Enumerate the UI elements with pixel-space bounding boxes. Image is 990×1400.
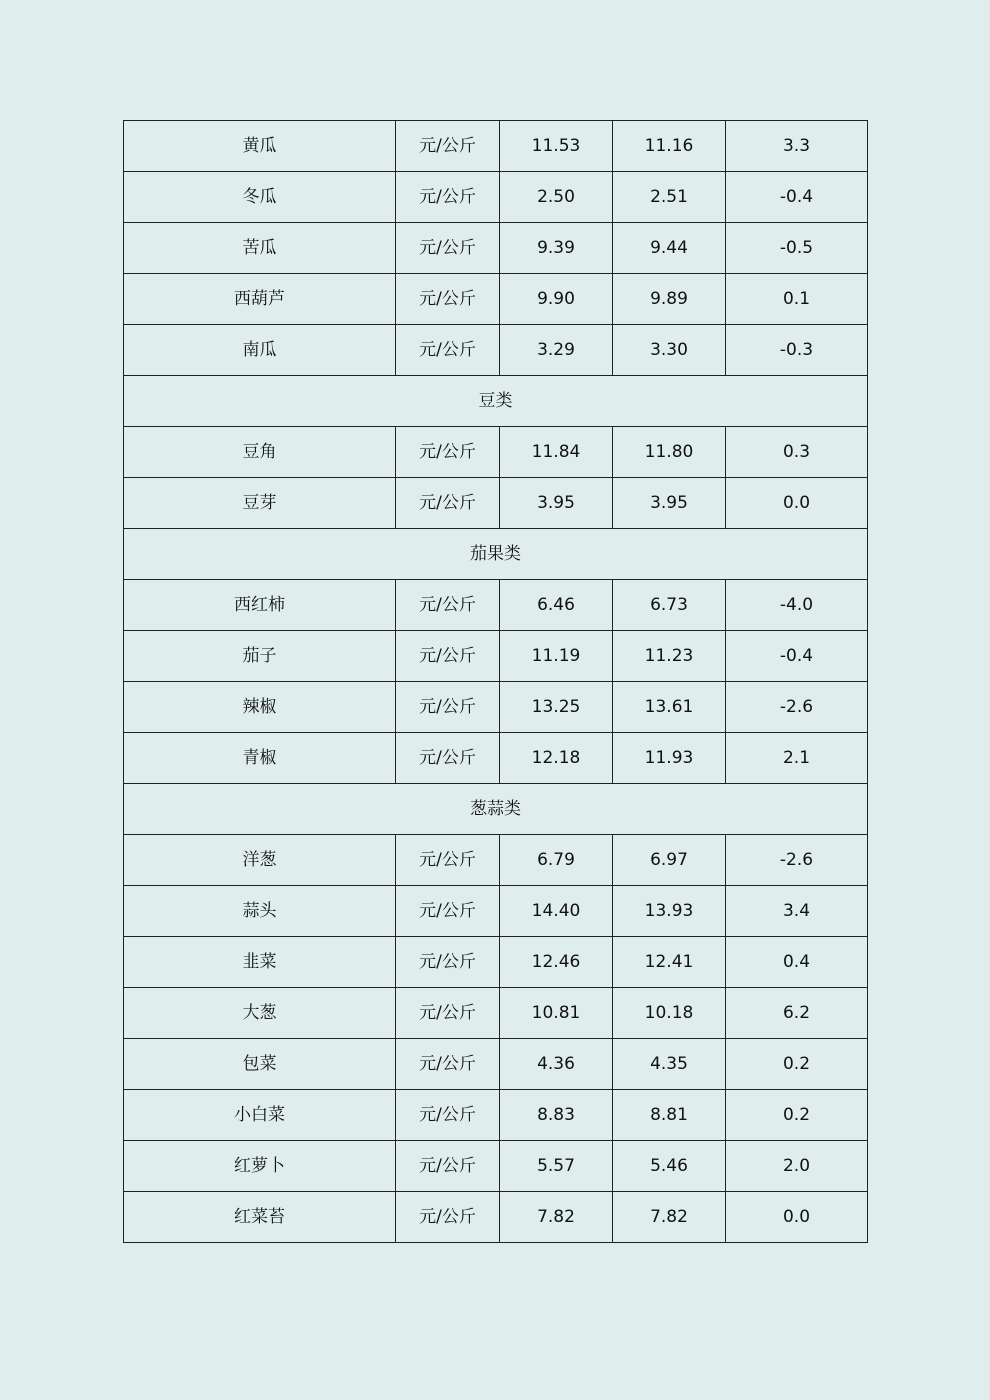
unit-cell: 元/公斤 xyxy=(396,1192,500,1243)
category-row xyxy=(124,784,868,835)
unit-cell: 元/公斤 xyxy=(396,478,500,529)
table-row xyxy=(124,580,868,631)
item-name-cell: 蒜头 xyxy=(124,886,396,937)
previous-price-cell: 11.93 xyxy=(613,733,726,784)
item-name-cell: 南瓜 xyxy=(124,325,396,376)
unit-cell: 元/公斤 xyxy=(396,121,500,172)
previous-price-cell: 9.89 xyxy=(613,274,726,325)
previous-price-cell: 3.95 xyxy=(613,478,726,529)
unit-cell: 元/公斤 xyxy=(396,427,500,478)
change-percent-cell: -0.4 xyxy=(726,172,868,223)
current-price-cell: 11.53 xyxy=(500,121,613,172)
table-row xyxy=(124,1090,868,1141)
table-row xyxy=(124,682,868,733)
current-price-cell: 3.95 xyxy=(500,478,613,529)
previous-price-cell: 2.51 xyxy=(613,172,726,223)
item-name-cell: 红菜苔 xyxy=(124,1192,396,1243)
previous-price-cell: 5.46 xyxy=(613,1141,726,1192)
current-price-cell: 6.79 xyxy=(500,835,613,886)
current-price-cell: 13.25 xyxy=(500,682,613,733)
current-price-cell: 9.39 xyxy=(500,223,613,274)
table-row xyxy=(124,1192,868,1243)
unit-cell: 元/公斤 xyxy=(396,580,500,631)
change-percent-cell: 0.2 xyxy=(726,1090,868,1141)
item-name-cell: 冬瓜 xyxy=(124,172,396,223)
change-percent-cell: 2.1 xyxy=(726,733,868,784)
previous-price-cell: 11.80 xyxy=(613,427,726,478)
change-percent-cell: 0.3 xyxy=(726,427,868,478)
change-percent-cell: -0.5 xyxy=(726,223,868,274)
change-percent-cell: -4.0 xyxy=(726,580,868,631)
table-row xyxy=(124,733,868,784)
item-name-cell: 茄子 xyxy=(124,631,396,682)
previous-price-cell: 12.41 xyxy=(613,937,726,988)
change-percent-cell: 0.2 xyxy=(726,1039,868,1090)
item-name-cell: 豆角 xyxy=(124,427,396,478)
table-row xyxy=(124,478,868,529)
previous-price-cell: 6.97 xyxy=(613,835,726,886)
previous-price-cell: 13.61 xyxy=(613,682,726,733)
current-price-cell: 5.57 xyxy=(500,1141,613,1192)
table-row xyxy=(124,172,868,223)
current-price-cell: 3.29 xyxy=(500,325,613,376)
change-percent-cell: -2.6 xyxy=(726,682,868,733)
unit-cell: 元/公斤 xyxy=(396,682,500,733)
change-percent-cell: 3.4 xyxy=(726,886,868,937)
table-row xyxy=(124,121,868,172)
unit-cell: 元/公斤 xyxy=(396,835,500,886)
previous-price-cell: 10.18 xyxy=(613,988,726,1039)
previous-price-cell: 7.82 xyxy=(613,1192,726,1243)
item-name-cell: 辣椒 xyxy=(124,682,396,733)
previous-price-cell: 11.23 xyxy=(613,631,726,682)
previous-price-cell: 9.44 xyxy=(613,223,726,274)
change-percent-cell: 3.3 xyxy=(726,121,868,172)
table-body xyxy=(124,121,868,1243)
unit-cell: 元/公斤 xyxy=(396,325,500,376)
change-percent-cell: 0.0 xyxy=(726,1192,868,1243)
unit-cell: 元/公斤 xyxy=(396,1090,500,1141)
table-row xyxy=(124,937,868,988)
change-percent-cell: -0.3 xyxy=(726,325,868,376)
table-row xyxy=(124,1039,868,1090)
current-price-cell: 2.50 xyxy=(500,172,613,223)
change-percent-cell: 2.0 xyxy=(726,1141,868,1192)
previous-price-cell: 13.93 xyxy=(613,886,726,937)
vegetable-price-table xyxy=(123,120,868,1243)
item-name-cell: 黄瓜 xyxy=(124,121,396,172)
table-row xyxy=(124,631,868,682)
change-percent-cell: 6.2 xyxy=(726,988,868,1039)
item-name-cell: 洋葱 xyxy=(124,835,396,886)
table-row xyxy=(124,427,868,478)
category-label: 茄果类 xyxy=(124,529,868,580)
previous-price-cell: 11.16 xyxy=(613,121,726,172)
table-row xyxy=(124,325,868,376)
current-price-cell: 12.46 xyxy=(500,937,613,988)
current-price-cell: 9.90 xyxy=(500,274,613,325)
category-label: 豆类 xyxy=(124,376,868,427)
change-percent-cell: 0.1 xyxy=(726,274,868,325)
current-price-cell: 6.46 xyxy=(500,580,613,631)
unit-cell: 元/公斤 xyxy=(396,733,500,784)
table-row xyxy=(124,1141,868,1192)
unit-cell: 元/公斤 xyxy=(396,1039,500,1090)
table-row xyxy=(124,835,868,886)
current-price-cell: 11.19 xyxy=(500,631,613,682)
item-name-cell: 豆芽 xyxy=(124,478,396,529)
unit-cell: 元/公斤 xyxy=(396,1141,500,1192)
item-name-cell: 韭菜 xyxy=(124,937,396,988)
table-row xyxy=(124,886,868,937)
item-name-cell: 苦瓜 xyxy=(124,223,396,274)
change-percent-cell: 0.4 xyxy=(726,937,868,988)
unit-cell: 元/公斤 xyxy=(396,631,500,682)
current-price-cell: 4.36 xyxy=(500,1039,613,1090)
current-price-cell: 10.81 xyxy=(500,988,613,1039)
category-label: 葱蒜类 xyxy=(124,784,868,835)
current-price-cell: 14.40 xyxy=(500,886,613,937)
unit-cell: 元/公斤 xyxy=(396,988,500,1039)
change-percent-cell: -0.4 xyxy=(726,631,868,682)
unit-cell: 元/公斤 xyxy=(396,274,500,325)
item-name-cell: 青椒 xyxy=(124,733,396,784)
unit-cell: 元/公斤 xyxy=(396,172,500,223)
table-row xyxy=(124,274,868,325)
current-price-cell: 8.83 xyxy=(500,1090,613,1141)
item-name-cell: 包菜 xyxy=(124,1039,396,1090)
item-name-cell: 西葫芦 xyxy=(124,274,396,325)
table-row xyxy=(124,988,868,1039)
category-row xyxy=(124,529,868,580)
unit-cell: 元/公斤 xyxy=(396,223,500,274)
table-row xyxy=(124,223,868,274)
current-price-cell: 7.82 xyxy=(500,1192,613,1243)
item-name-cell: 小白菜 xyxy=(124,1090,396,1141)
unit-cell: 元/公斤 xyxy=(396,886,500,937)
item-name-cell: 西红柿 xyxy=(124,580,396,631)
previous-price-cell: 4.35 xyxy=(613,1039,726,1090)
previous-price-cell: 8.81 xyxy=(613,1090,726,1141)
current-price-cell: 12.18 xyxy=(500,733,613,784)
unit-cell: 元/公斤 xyxy=(396,937,500,988)
current-price-cell: 11.84 xyxy=(500,427,613,478)
previous-price-cell: 3.30 xyxy=(613,325,726,376)
item-name-cell: 大葱 xyxy=(124,988,396,1039)
change-percent-cell: -2.6 xyxy=(726,835,868,886)
change-percent-cell: 0.0 xyxy=(726,478,868,529)
category-row xyxy=(124,376,868,427)
previous-price-cell: 6.73 xyxy=(613,580,726,631)
item-name-cell: 红萝卜 xyxy=(124,1141,396,1192)
